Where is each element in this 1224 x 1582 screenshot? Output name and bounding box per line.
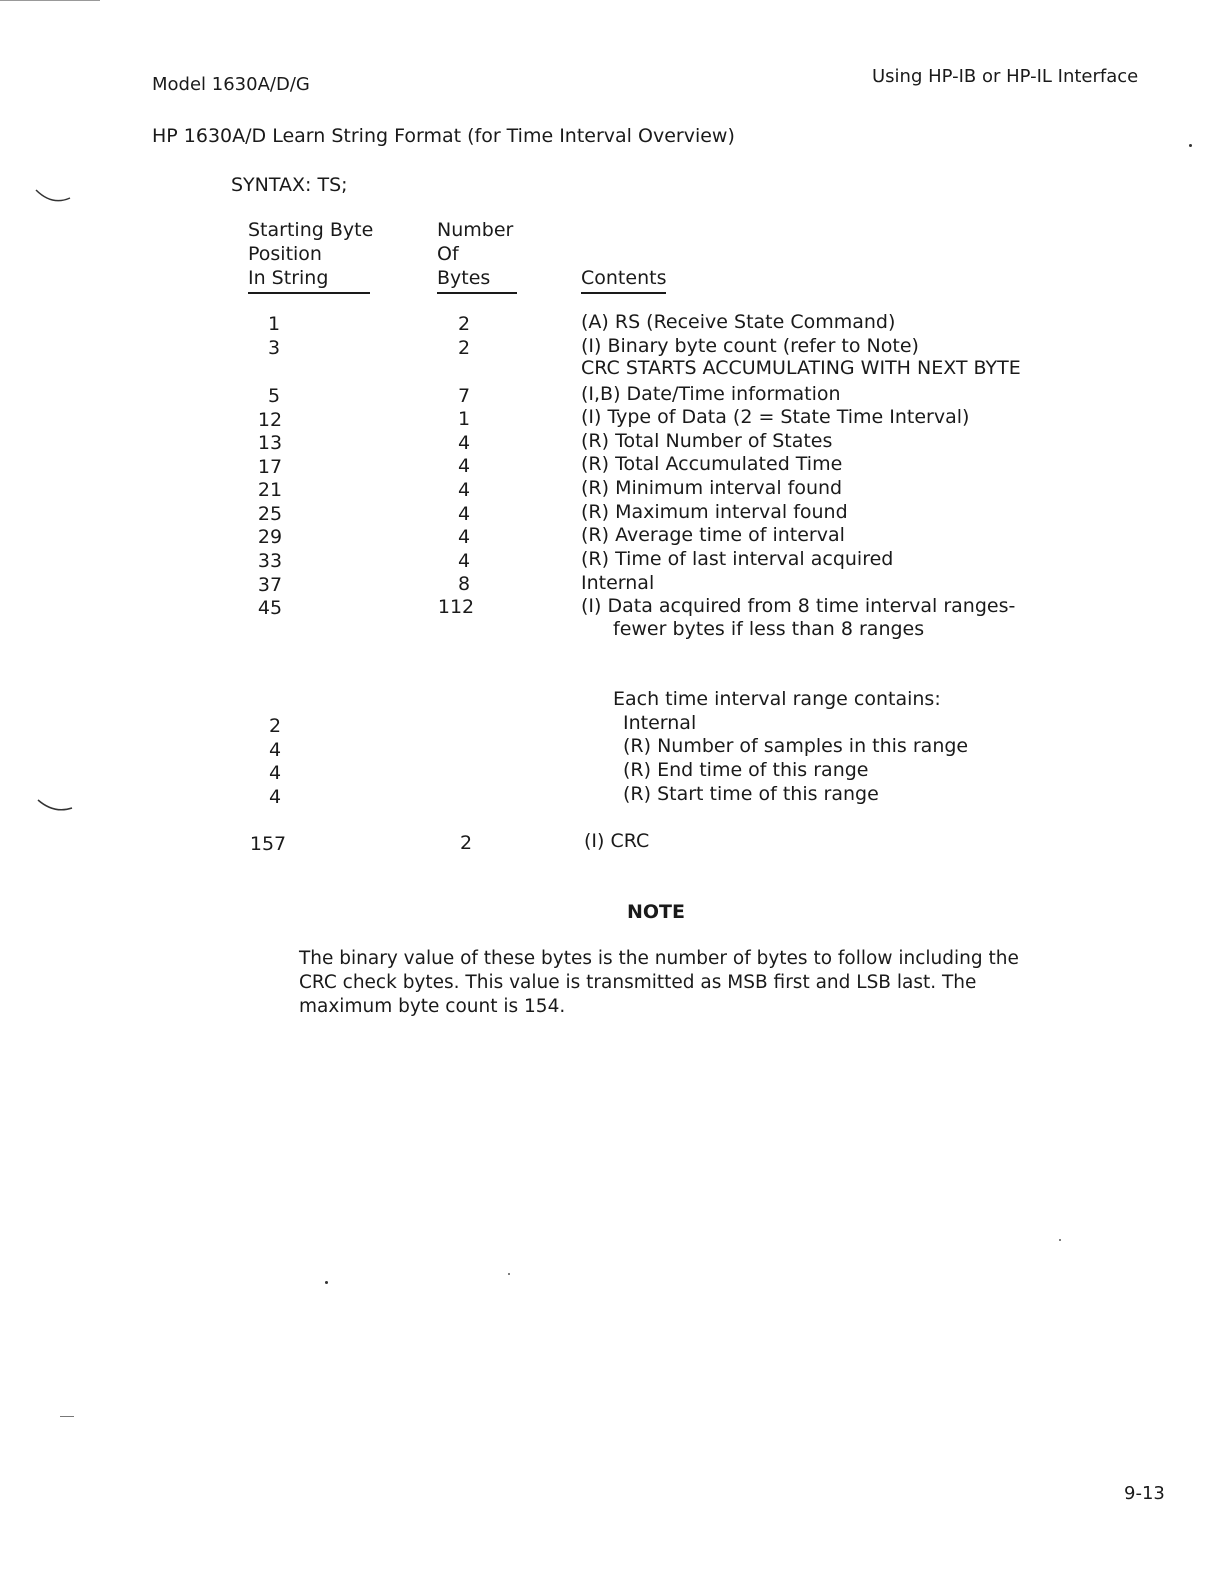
row-contents: (R) Maximum interval found xyxy=(581,501,848,523)
row-position: 12 xyxy=(257,409,283,431)
scan-speck xyxy=(1059,1239,1061,1241)
row-contents: (I) Type of Data (2 = State Time Interval) xyxy=(581,406,970,428)
row-bytes: 4 xyxy=(457,432,471,454)
row-contents: (I) Data acquired from 8 time interval ranges- xyxy=(581,595,1016,617)
row-bytes: 112 xyxy=(437,596,475,618)
binder-hole-mark-bottom xyxy=(36,796,76,816)
page-title: HP 1630A/D Learn String Format (for Time Interval Overview) xyxy=(152,125,735,147)
col-header-position-line2: Position xyxy=(248,243,322,265)
page-number: 9-13 xyxy=(1124,1483,1165,1504)
row-contents: (I) CRC xyxy=(584,830,650,852)
note-text: The binary value of these bytes is the number of bytes to follow including the CRC check bytes. This value is transmitted as MSB first and LSB last. The maximum byte count is 154. xyxy=(299,948,1019,1017)
scan-edge-line xyxy=(0,0,100,1)
range-item-bytes: 2 xyxy=(268,715,282,737)
col-header-bytes-line3: Bytes xyxy=(437,266,517,294)
row-position: 157 xyxy=(249,833,287,855)
row-contents: (R) Average time of interval xyxy=(581,524,845,546)
col-header-position-line1: Starting Byte xyxy=(248,219,374,241)
col-header-position-line3: In String xyxy=(248,266,370,294)
scan-speck xyxy=(1189,144,1192,147)
row-bytes: 4 xyxy=(457,479,471,501)
row-bytes: 2 xyxy=(457,337,471,359)
row-contents: fewer bytes if less than 8 ranges xyxy=(613,618,925,640)
row-contents: Internal xyxy=(581,572,655,594)
row-position: 29 xyxy=(257,526,283,548)
range-item-bytes: 4 xyxy=(268,786,282,808)
row-position: 13 xyxy=(257,432,283,454)
row-contents: (R) Time of last interval acquired xyxy=(581,548,894,570)
scan-speck xyxy=(508,1273,510,1275)
row-position: 1 xyxy=(267,313,281,335)
row-position: 21 xyxy=(257,479,283,501)
range-item-bytes: 4 xyxy=(268,762,282,784)
binder-hole-mark-top xyxy=(34,186,74,206)
row-bytes: 4 xyxy=(457,455,471,477)
row-position: 25 xyxy=(257,503,283,525)
row-contents: (R) Total Accumulated Time xyxy=(581,453,843,475)
range-item-contents: (R) End time of this range xyxy=(623,759,869,781)
row-bytes: 4 xyxy=(457,526,471,548)
row-position: 33 xyxy=(257,550,283,572)
row-bytes: 1 xyxy=(457,408,471,430)
row-position: 17 xyxy=(257,456,283,478)
row-contents: (R) Minimum interval found xyxy=(581,477,843,499)
row-contents: (R) Total Number of States xyxy=(581,430,833,452)
col-header-bytes-line1: Number xyxy=(437,219,514,241)
col-header-bytes-line2: Of xyxy=(437,243,459,265)
col-header-position xyxy=(248,218,373,294)
syntax-line: SYNTAX: TS; xyxy=(231,174,348,196)
range-item-contents: Internal xyxy=(623,712,697,734)
row-bytes: 7 xyxy=(457,385,471,407)
row-contents: (I,B) Date/Time information xyxy=(581,383,841,405)
row-position: 3 xyxy=(267,337,281,359)
row-bytes: 4 xyxy=(457,550,471,572)
row-contents: (I) Binary byte count (refer to Note) xyxy=(581,335,919,357)
row-position: 37 xyxy=(257,574,283,596)
row-bytes: 4 xyxy=(457,503,471,525)
range-item-contents: (R) Number of samples in this range xyxy=(623,735,969,757)
range-heading: Each time interval range contains: xyxy=(613,688,941,710)
row-contents: CRC STARTS ACCUMULATING WITH NEXT BYTE xyxy=(581,357,1021,379)
row-bytes: 2 xyxy=(459,832,473,854)
note-title: NOTE xyxy=(627,901,685,923)
row-position: 45 xyxy=(257,597,283,619)
range-item-contents: (R) Start time of this range xyxy=(623,783,879,805)
scan-speck xyxy=(60,1416,74,1417)
row-position: 5 xyxy=(267,385,281,407)
scan-speck xyxy=(325,1281,328,1284)
row-bytes: 2 xyxy=(457,313,471,335)
col-header-contents: Contents xyxy=(581,266,666,294)
col-header-bytes xyxy=(437,218,517,294)
header-section: Using HP-IB or HP-IL Interface xyxy=(872,66,1139,87)
range-item-bytes: 4 xyxy=(268,739,282,761)
header-model: Model 1630A/D/G xyxy=(152,74,310,95)
row-contents: (A) RS (Receive State Command) xyxy=(581,311,896,333)
row-bytes: 8 xyxy=(457,573,471,595)
